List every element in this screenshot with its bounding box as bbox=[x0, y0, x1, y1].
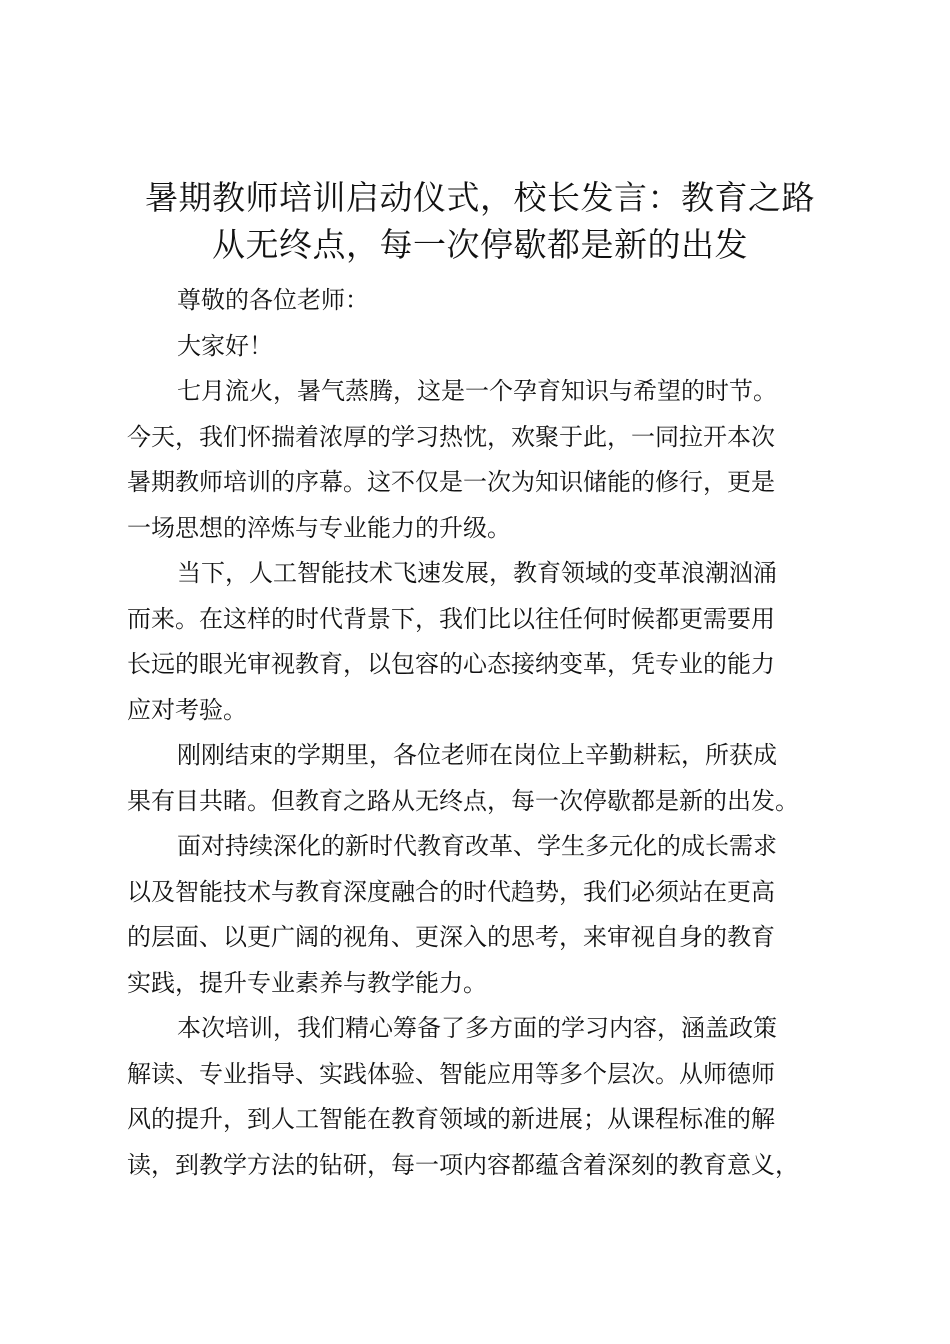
text-line: 七月流火，暑气蒸腾，这是一个孕育知识与希望的时节。 bbox=[177, 377, 777, 405]
paragraph-background bbox=[127, 551, 839, 733]
text-line: 一场思想的淬炼与专业能力的升级。 bbox=[127, 513, 511, 542]
text-line: 本次培训，我们精心筹备了多方面的学习内容，涵盖政策 bbox=[177, 1014, 777, 1042]
title-line-2: 从无终点，每一次停歇都是新的出发 bbox=[212, 225, 748, 264]
paragraph-review bbox=[127, 733, 839, 824]
text-line: 应对考验。 bbox=[127, 695, 247, 724]
text-line: 面对持续深化的新时代教育改革、学生多元化的成长需求 bbox=[177, 832, 777, 860]
text-line: 大家好！ bbox=[177, 331, 273, 360]
text-line: 而来。在这样的时代背景下，我们比以往任何时候都更需要用 bbox=[127, 604, 775, 633]
text-line: 的层面、以更广阔的视角、更深入的思考，来审视自身的教育 bbox=[127, 923, 775, 951]
document-body bbox=[127, 278, 839, 1188]
title-line-1: 暑期教师培训启动仪式，校长发言：教育之路 bbox=[145, 178, 815, 217]
text-line: 读，到教学方法的钻研，每一项内容都蕴含着深刻的教育意义， bbox=[127, 1150, 799, 1179]
text-line: 实践，提升专业素养与教学能力。 bbox=[127, 968, 487, 997]
text-line: 暑期教师培训的序幕。这不仅是一次为知识储能的修行，更是 bbox=[127, 468, 775, 496]
text-line: 今天，我们怀揣着浓厚的学习热忱，欢聚于此，一同拉开本次 bbox=[127, 422, 775, 451]
text-line: 当下，人工智能技术飞速发展，教育领域的变革浪潮汹涌 bbox=[177, 559, 777, 587]
salutation bbox=[127, 278, 839, 324]
text-line: 风的提升，到人工智能在教育领域的新进展；从课程标准的解 bbox=[127, 1105, 775, 1133]
text-line: 尊敬的各位老师： bbox=[177, 286, 369, 314]
text-line: 以及智能技术与教育深度融合的时代趋势，我们必须站在更高 bbox=[127, 877, 775, 906]
text-line: 解读、专业指导、实践体验、智能应用等多个层次。从师德师 bbox=[127, 1059, 775, 1088]
paragraph-challenges bbox=[127, 824, 839, 1006]
text-line: 长远的眼光审视教育，以包容的心态接纳变革，凭专业的能力 bbox=[127, 650, 775, 678]
paragraph-training-content bbox=[127, 1006, 839, 1188]
text-line: 果有目共睹。但教育之路从无终点，每一次停歇都是新的出发。 bbox=[127, 786, 799, 815]
text-line: 刚刚结束的学期里，各位老师在岗位上辛勤耕耘，所获成 bbox=[177, 741, 777, 769]
document-title bbox=[100, 174, 860, 268]
paragraph-intro bbox=[127, 369, 839, 551]
greeting bbox=[127, 324, 839, 370]
